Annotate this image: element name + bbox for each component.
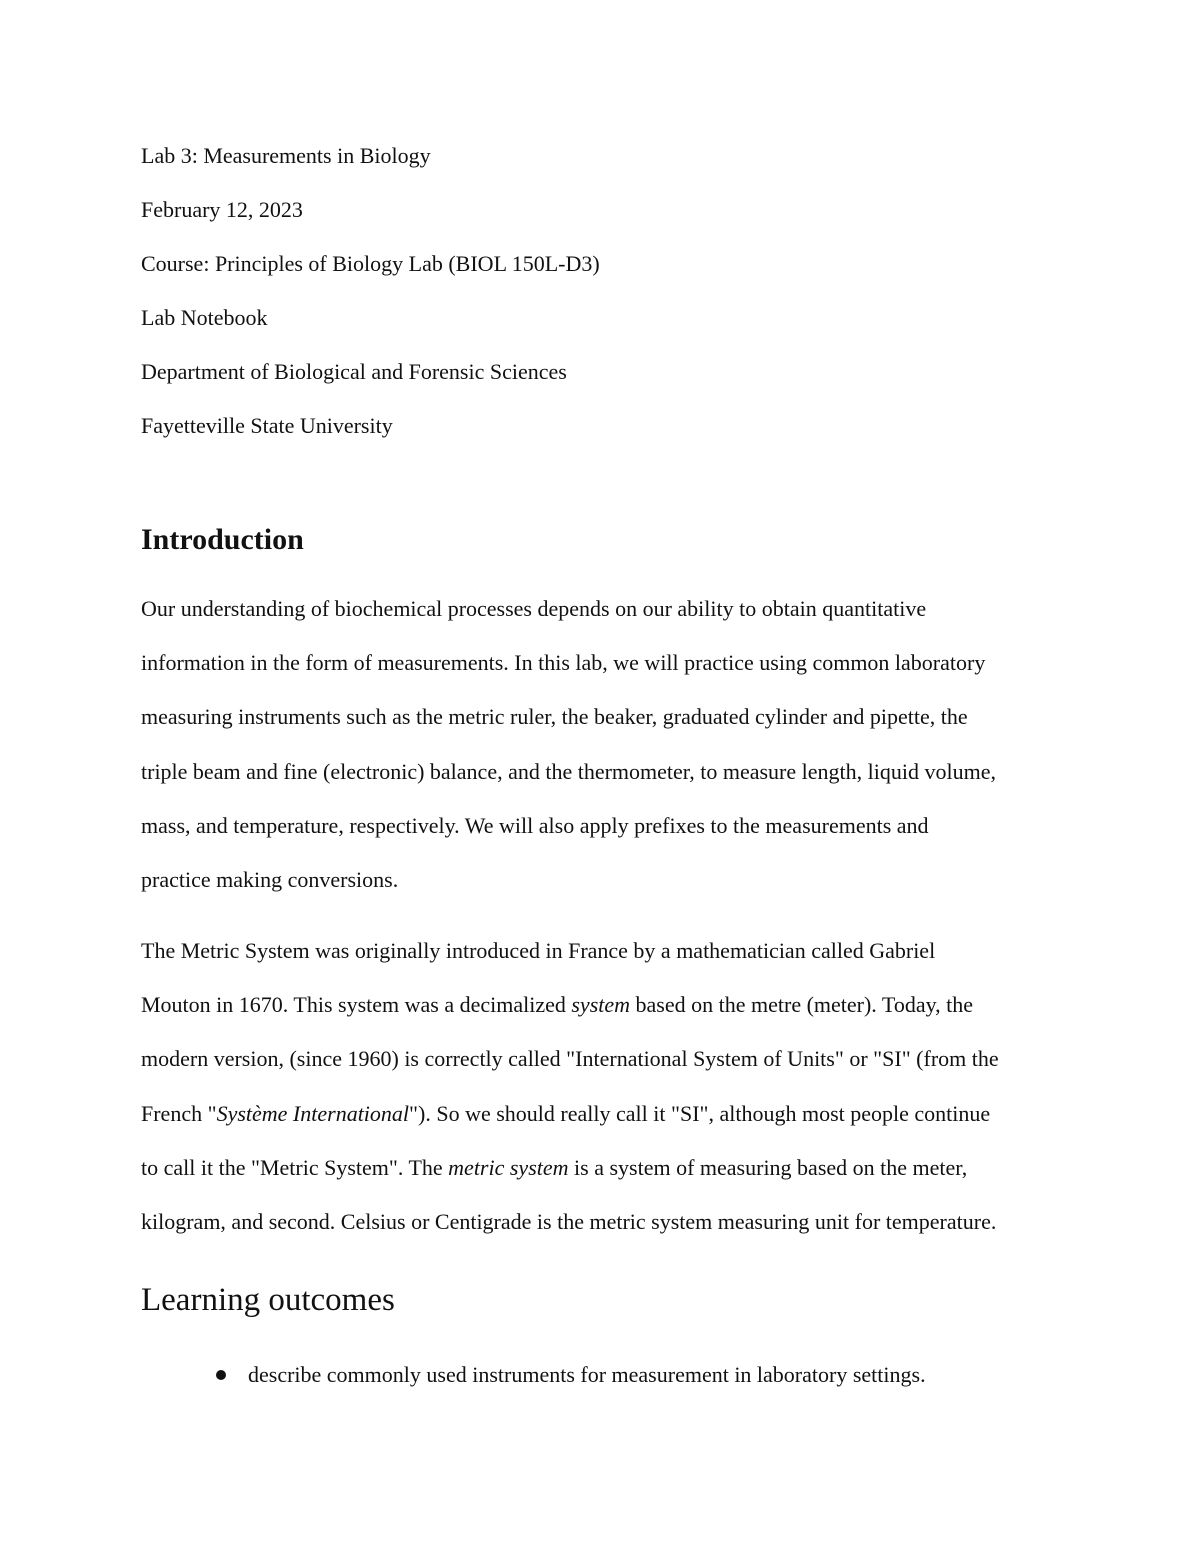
text-line: Our understanding of biochemical processes depends on our ability to obtain quantitative (141, 596, 927, 621)
text-line: mass, and temperature, respectively. We will also apply prefixes to the measurements and (141, 812, 929, 838)
document-type: Lab Notebook (141, 305, 268, 330)
lab-date: February 12, 2023 (141, 197, 303, 222)
text-run: "). So we should really call it "SI", although most people continue (409, 1100, 991, 1126)
introduction-paragraph-1 (141, 582, 1071, 907)
text-line: measuring instruments such as the metric ruler, the beaker, graduated cylinder and pipette, the (141, 704, 968, 730)
text-run: French " (141, 1100, 217, 1126)
text-run: to call it the "Metric System". The (141, 1154, 449, 1180)
introduction-paragraph-2 (141, 924, 1071, 1249)
text-line: The Metric System was originally introduced in France by a mathematician called Gabriel (141, 938, 936, 963)
text-line (141, 978, 1071, 1032)
text-line (141, 1141, 1071, 1195)
italic-term: metric system (448, 1154, 569, 1180)
text-line: information in the form of measurements. In this lab, we will practice using common laboratory (141, 650, 986, 676)
department-name: Department of Biological and Forensic Sciences (141, 359, 567, 384)
list-item (213, 1361, 926, 1389)
university-name: Fayetteville State University (141, 413, 393, 438)
text-line: kilogram, and second. Celsius or Centigrade is the metric system measuring unit for temperature. (141, 1209, 997, 1235)
italic-term: system (571, 992, 631, 1018)
italic-term: Système International (216, 1100, 410, 1126)
learning-outcomes-heading: Learning outcomes (141, 1282, 395, 1318)
text-run: is a system of measuring based on the meter, (568, 1154, 968, 1180)
course-name: Course: Principles of Biology Lab (BIOL 150L-D3) (141, 251, 600, 276)
text-line: triple beam and fine (electronic) balance, and the thermometer, to measure length, liquid volume, (141, 758, 996, 784)
text-line (141, 1087, 1071, 1141)
lab-title: Lab 3: Measurements in Biology (141, 143, 431, 168)
introduction-heading: Introduction (141, 523, 304, 556)
learning-outcomes-list (213, 1361, 926, 1389)
bullet-icon (216, 1370, 226, 1380)
text-run: based on the metre (meter). Today, the (630, 992, 974, 1018)
list-item-text: describe commonly used instruments for measurement in laboratory settings. (248, 1362, 926, 1387)
text-run: Mouton in 1670. This system was a decimalized (141, 992, 572, 1018)
text-line: practice making conversions. (141, 867, 399, 893)
text-line: modern version, (since 1960) is correctly called "International System of Units" or "SI" (from the (141, 1046, 999, 1072)
